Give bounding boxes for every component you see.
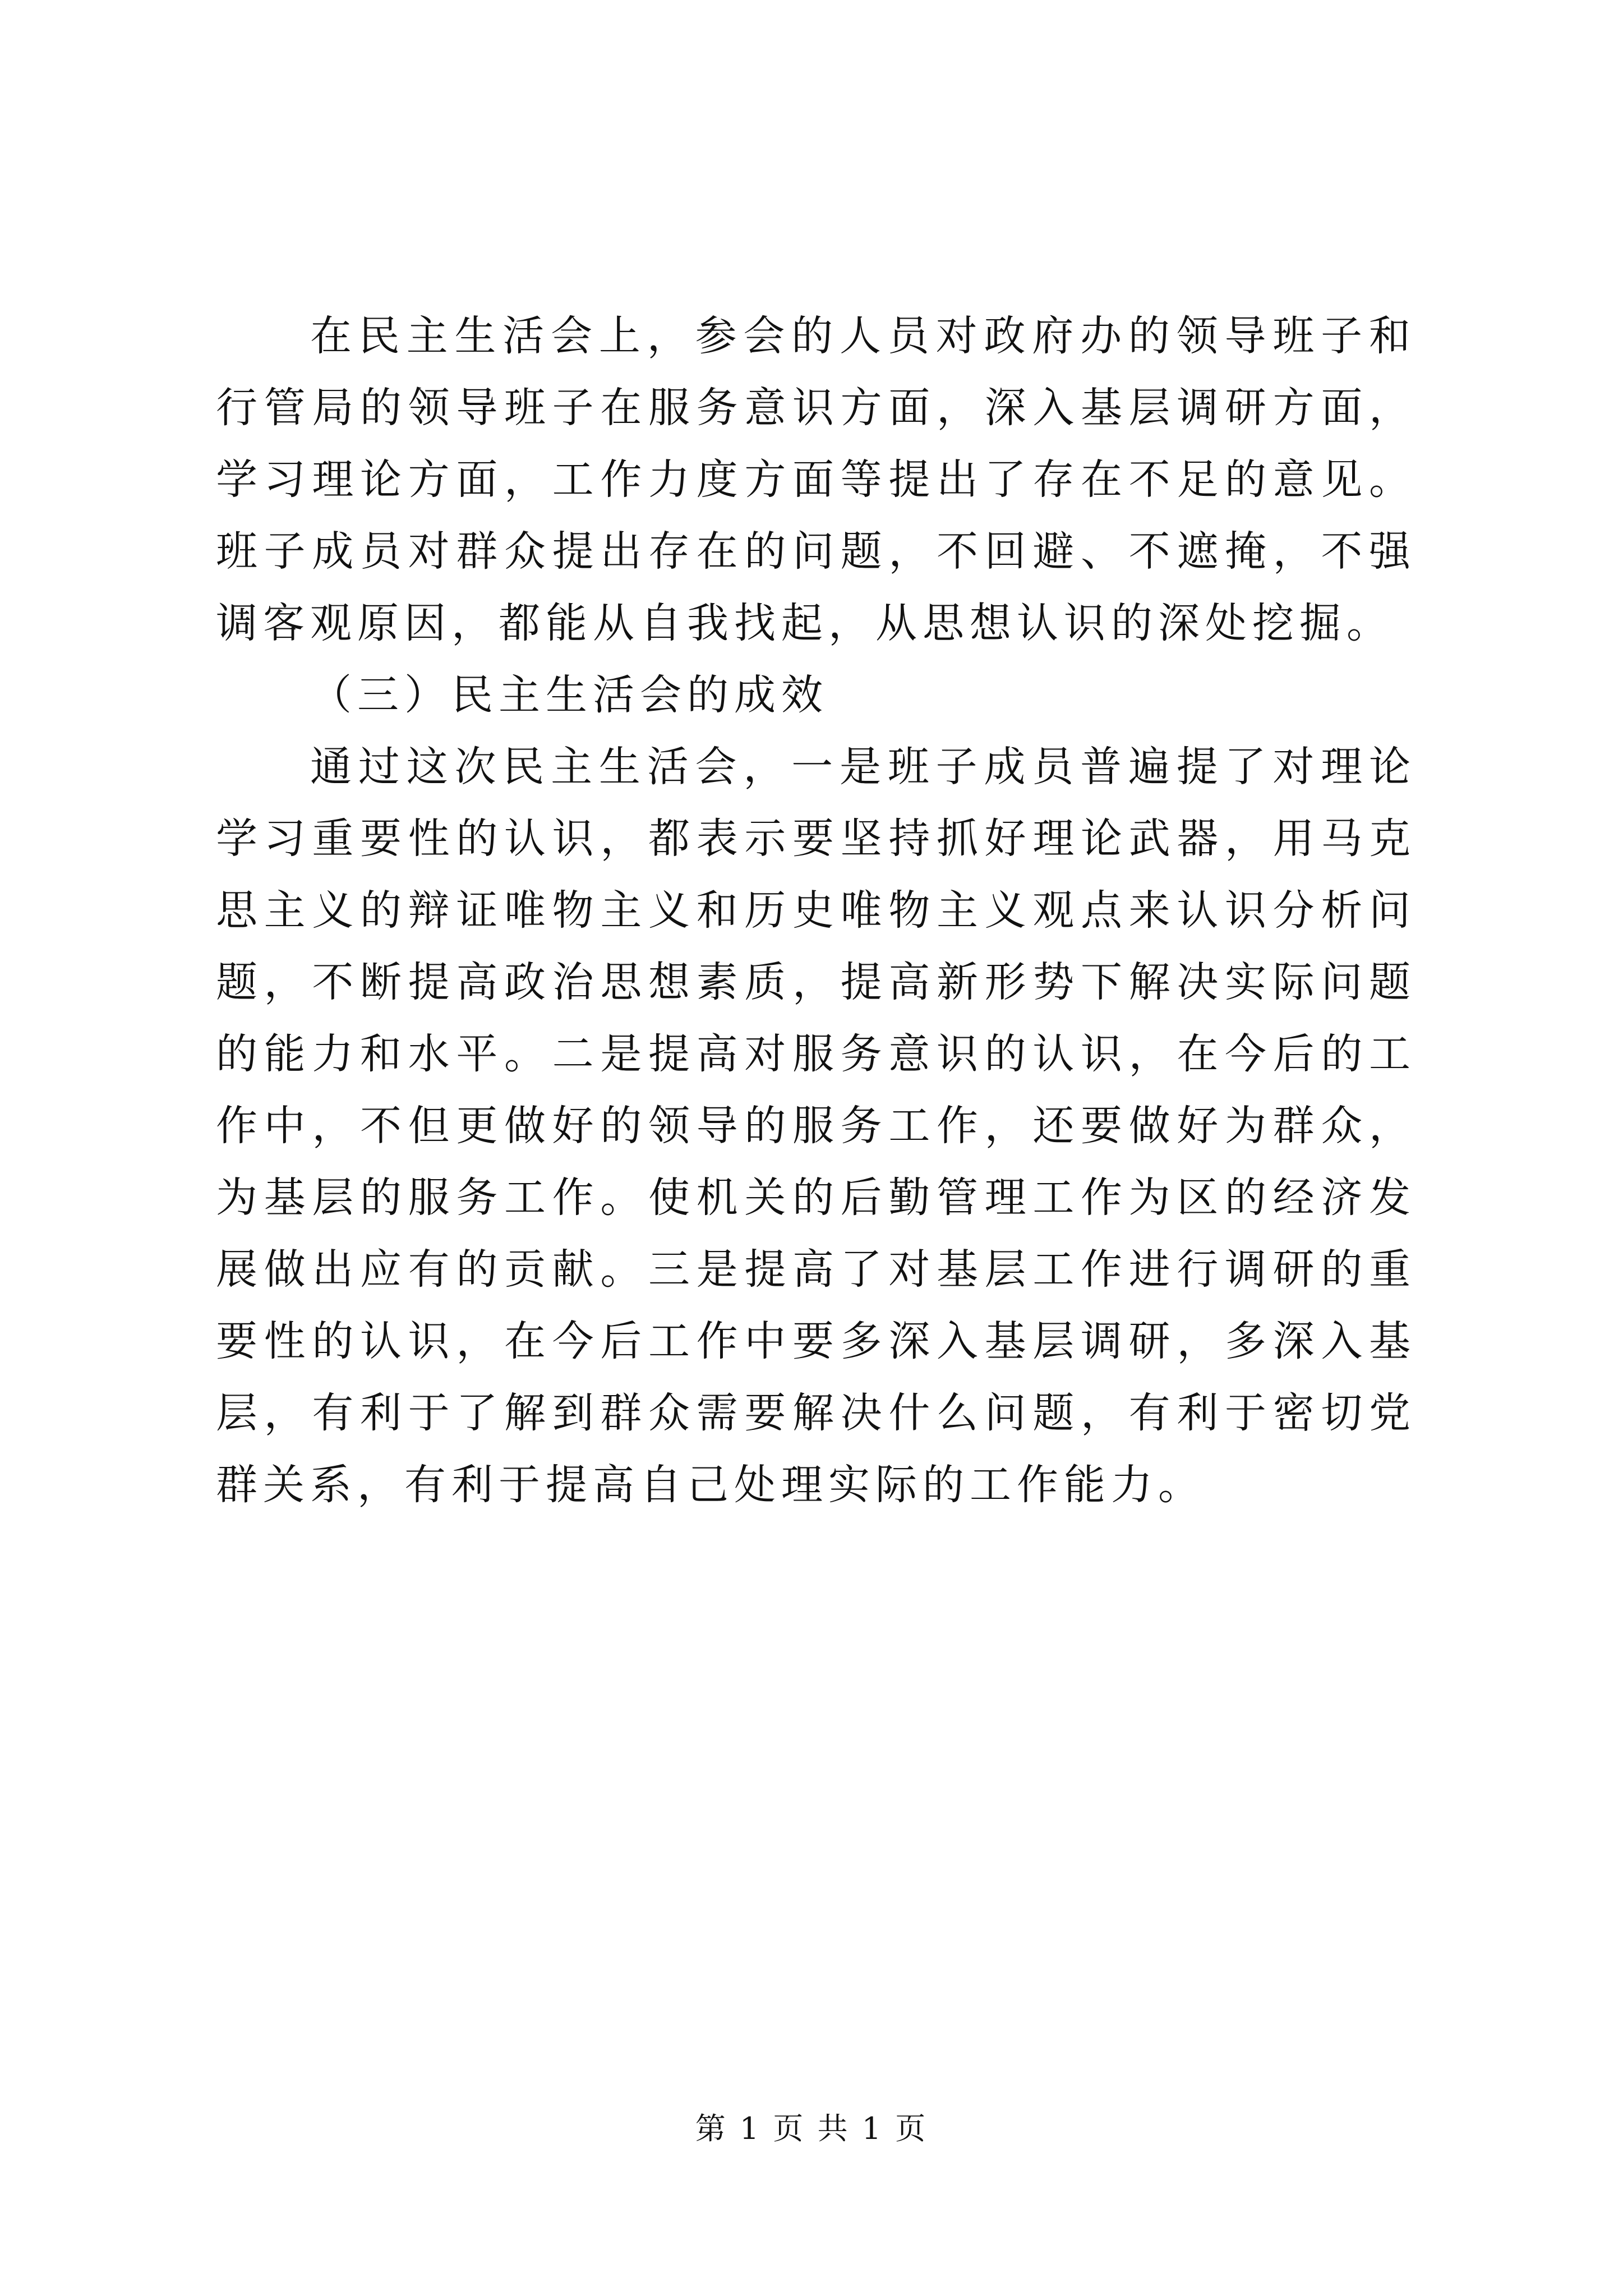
section-heading-results: （三）民主生活会的成效	[310, 671, 828, 719]
paragraph-democratic-meeting-opinions: 在民主生活会上，参会的人员对政府办的领导班子和行管局的领导班子在服务意识方面，深入基层调研方面，学习理论方面，工作力度方面等提出了存在不足的意见。班子成员对群众提出存在的问题，不回避、不遮掩，不强调客观原因，都能从自我找起，从思想认识的深处挖掘。	[216, 312, 1416, 647]
paragraph-meeting-results: 通过这次民主生活会，一是班子成员普遍提了对理论学习重要性的认识，都表示要坚持抓好理论武器，用马克思主义的辩证唯物主义和历史唯物主义观点来认识分析问题，不断提高政治思想素质，提高新形势下解决实际问题的能力和水平。二是提高对服务意识的认识，在今后的工作中，不但更做好的领导的服务工作，还要做好为群众，为基层的服务工作。使机关的后勤管理工作为区的经济发展做出应有的贡献。三是提高了对基层工作进行调研的重要性的认识，在今后工作中要多深入基层调研，多深入基层，有利于了解到群众需要解决什么问题，有利于密切党群关系，有利于提高自己处理实际的工作能力。	[216, 743, 1416, 1509]
page-footer: 第 1 页 共 1 页	[695, 2111, 928, 2146]
document-body	[216, 300, 1416, 1521]
